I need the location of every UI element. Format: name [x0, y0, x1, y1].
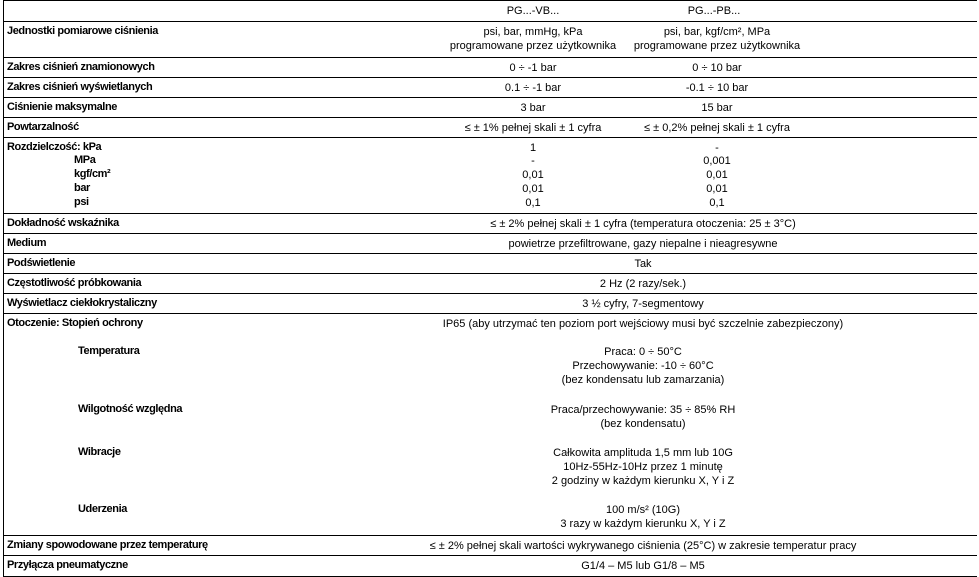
table-row	[3, 77, 977, 97]
row-label: Medium	[7, 237, 47, 249]
cell-col2-line1: psi, bar, kgf/cm², MPa	[663, 26, 771, 38]
cell-col2: 0,01	[706, 169, 728, 181]
cell-col1: -	[531, 155, 535, 167]
cell-col2: ≤ ± 0,2% pełnej skali ± 1 cyfra	[644, 122, 790, 134]
humidity-line: (bez kondensatu)	[600, 418, 686, 430]
cell-col1-line1: psi, bar, mmHg, kPa	[483, 26, 583, 38]
cell-merged: 3 ½ cyfry, 7-segmentowy	[582, 298, 704, 310]
row-label: Rozdzielczość: kPa	[7, 141, 102, 153]
vibration-line: 10Hz-55Hz-10Hz przez 1 minutę	[563, 461, 723, 473]
cell-col2: 15 bar	[701, 102, 733, 114]
table-row	[3, 117, 977, 137]
table-row	[3, 213, 977, 233]
cell-merged: 2 Hz (2 razy/sek.)	[599, 278, 687, 290]
cell-merged: ≤ ± 2% pełnej skali ± 1 cyfra (temperatura otoczenia: 25 ± 3°C)	[490, 218, 796, 230]
cell-col1: 0 ÷ -1 bar	[509, 62, 557, 74]
row-label: Wyświetlacz ciekłokrystaliczny	[7, 297, 157, 309]
temperature-line: Praca: 0 ÷ 50°C	[604, 346, 682, 358]
cell-col2-line2: programowane przez użytkownika	[633, 40, 801, 52]
cell-merged: G1/4 – M5 lub G1/8 – M5	[581, 560, 705, 572]
cell-merged: Tak	[634, 258, 652, 270]
row-label: Jednostki pomiarowe ciśnienia	[7, 25, 159, 37]
cell-col1: 0.1 ÷ -1 bar	[504, 82, 562, 94]
row-label: Otoczenie: Stopień ochrony	[7, 317, 143, 329]
table-row	[3, 253, 977, 273]
table-row	[3, 233, 977, 253]
cell-col2: -0.1 ÷ 10 bar	[685, 82, 749, 94]
unit-label: psi	[74, 196, 89, 208]
shock-line: 100 m/s² (10G)	[606, 504, 680, 516]
shock-line: 3 razy w każdym kierunku X, Y i Z	[560, 518, 726, 530]
table-row	[3, 137, 977, 213]
table-top-border	[3, 0, 977, 1]
row-label: Powtarzalność	[7, 121, 79, 133]
row-label: Zakres ciśnień znamionowych	[7, 61, 155, 73]
cell-col1: 0,01	[522, 169, 544, 181]
temperature-label: Temperatura	[78, 345, 140, 357]
protection-value: IP65 (aby utrzymać ten poziom port wejściowy musi być szczelnie zabezpieczony)	[442, 318, 844, 330]
humidity-label: Wilgotność względna	[78, 403, 183, 415]
table-row	[3, 97, 977, 117]
unit-label: bar	[74, 182, 90, 194]
cell-col1: 0,01	[522, 183, 544, 195]
cell-col2: 0,1	[709, 197, 725, 209]
temperature-line: Przechowywanie: -10 ÷ 60°C	[572, 360, 714, 372]
unit-label: MPa	[74, 154, 96, 166]
row-label: Częstotliwość próbkowania	[7, 277, 142, 289]
row-label: Zmiany spowodowane przez temperaturę	[7, 539, 208, 551]
cell-col2: 0,01	[706, 183, 728, 195]
table-row	[3, 555, 977, 577]
shock-label: Uderzenia	[78, 503, 127, 515]
cell-col1: 3 bar	[520, 102, 546, 114]
table-row	[3, 21, 977, 57]
table-row	[3, 57, 977, 77]
humidity-line: Praca/przechowywanie: 35 ÷ 85% RH	[550, 404, 736, 416]
cell-merged: ≤ ± 2% pełnej skali wartości wykrywanego ciśnienia (25°C) w zakresie temperatur pracy	[429, 540, 857, 552]
cell-col1: ≤ ± 1% pełnej skali ± 1 cyfra	[464, 122, 602, 134]
cell-col1: 0,1	[525, 197, 541, 209]
table-row	[3, 273, 977, 293]
table-row	[3, 313, 977, 535]
temperature-line: (bez kondensatu lub zamarzania)	[561, 374, 725, 386]
unit-label: kgf/cm²	[74, 168, 111, 180]
row-label: Przyłącza pneumatyczne	[7, 559, 128, 571]
header-col2: PG...-PB...	[687, 5, 741, 17]
cell-col1: 1	[529, 142, 537, 154]
table-row	[3, 535, 977, 555]
cell-col2: 0,001	[703, 155, 731, 167]
cell-col2: -	[715, 142, 719, 154]
header-col1: PG...-VB...	[506, 5, 560, 17]
row-label: Ciśnienie maksymalne	[7, 101, 118, 113]
cell-col2: 0 ÷ 10 bar	[692, 62, 742, 74]
vibration-label: Wibracje	[78, 446, 121, 458]
vibration-line: 2 godziny w każdym kierunku X, Y i Z	[551, 475, 735, 487]
vibration-line: Całkowita amplituda 1,5 mm lub 10G	[553, 447, 733, 459]
row-label: Zakres ciśnień wyświetlanych	[7, 81, 153, 93]
row-label: Dokładność wskaźnika	[7, 217, 119, 229]
row-label: Podświetlenie	[7, 257, 76, 269]
cell-col1-line2: programowane przez użytkownika	[449, 40, 617, 52]
table-row	[3, 293, 977, 313]
cell-merged: powietrze przefiltrowane, gazy niepalne i nieagresywne	[508, 238, 778, 250]
